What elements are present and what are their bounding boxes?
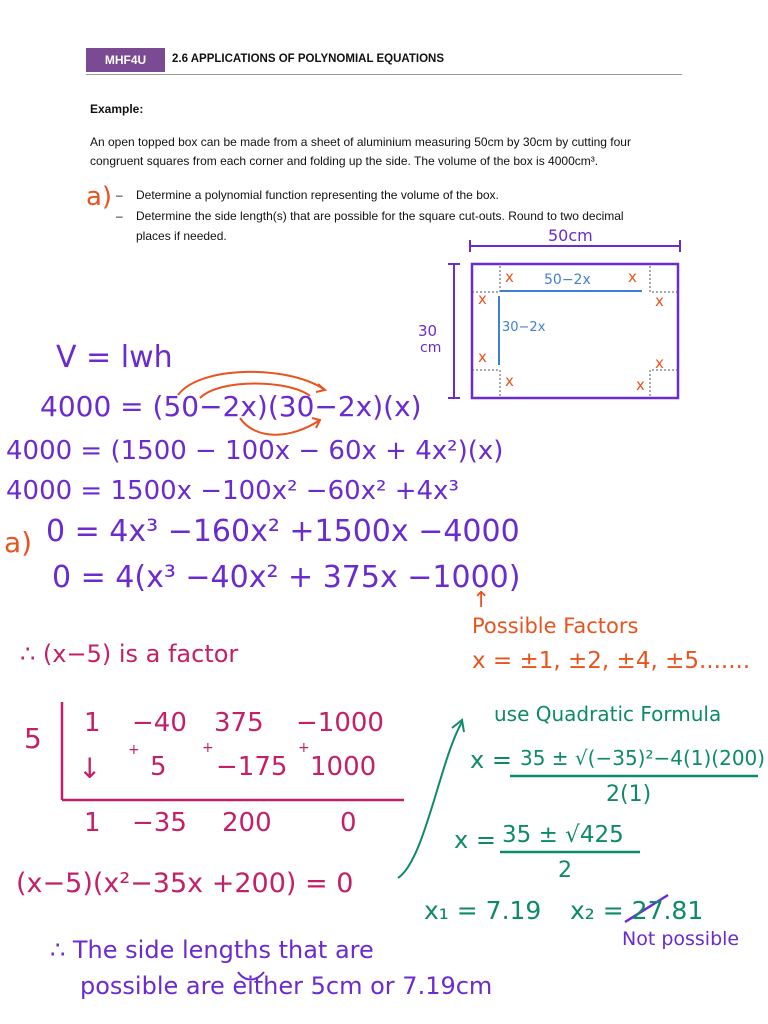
bullet-2-line-1: Determine the side length(s) that are possible for the square cut-outs. Round to two decimal xyxy=(136,209,624,223)
synth-r2-c1: ↓ xyxy=(78,752,102,785)
work-line-2: 4000 = (50−2x)(30−2x)(x) xyxy=(40,390,422,423)
corner-x-tr-1: x xyxy=(628,268,637,286)
work-line-6: 0 = 4(x³ −40x² + 375x −1000) xyxy=(52,560,521,595)
synth-r2-c4: 1000 xyxy=(310,752,377,782)
qf-lhs: x = xyxy=(470,746,512,774)
page-title: 2.6 APPLICATIONS OF POLYNOMIAL EQUATIONS xyxy=(172,53,444,65)
example-heading: Example: xyxy=(90,102,144,116)
bullet-2-line-2: places if needed. xyxy=(136,229,227,243)
bullet-dash-2: – xyxy=(116,209,123,223)
corner-x-tl-1: x xyxy=(505,268,514,286)
synth-r3-c1: 1 xyxy=(84,808,101,838)
side-inner-label: 30−2x xyxy=(502,320,546,335)
root-x2: x₂ = 27.81 xyxy=(570,896,704,925)
height-label-top: 30 xyxy=(418,322,438,340)
synth-r1-c3: 375 xyxy=(214,708,264,738)
factored-equation: (x−5)(x²−35x +200) = 0 xyxy=(16,868,354,899)
work-line-3: 4000 = (1500 − 100x − 60x + 4x²)(x) xyxy=(6,436,504,466)
width-label: 50cm xyxy=(548,226,593,245)
root-x1: x₁ = 7.19 xyxy=(424,896,542,925)
synth-r1-c1: 1 xyxy=(84,708,101,738)
synth-r2-c3: −175 xyxy=(216,752,288,782)
synth-divisor: 5 xyxy=(24,722,42,755)
volume-formula: V = lwh xyxy=(56,340,173,375)
synth-plus-1: + xyxy=(128,742,140,758)
synth-plus-2: + xyxy=(202,740,214,756)
qf2-denominator: 2 xyxy=(558,858,572,883)
corner-x-tr-2: x xyxy=(655,292,664,310)
bullet-dash-1: – xyxy=(116,188,123,202)
problem-line-2: congruent squares from each corner and folding up the side. The volume of the box is 4000cm³. xyxy=(90,154,599,168)
conclusion-line-2: possible are either 5cm or 7.19cm xyxy=(80,972,493,1000)
corner-x-br-1: x xyxy=(655,354,664,372)
corner-x-bl-1: x xyxy=(478,348,487,366)
qf2-numerator: 35 ± √425 xyxy=(502,822,624,848)
synth-r3-c3: 200 xyxy=(222,808,272,838)
qf-denominator: 2(1) xyxy=(606,782,652,807)
possible-factors-heading: Possible Factors xyxy=(472,614,639,638)
possible-factors-list: x = ±1, ±2, ±4, ±5....... xyxy=(472,648,751,674)
qf-numerator: 35 ± √(−35)²−4(1)(200) xyxy=(520,746,766,770)
bullet-1: Determine a polynomial function representing the volume of the box. xyxy=(136,188,499,202)
work-line-4: 4000 = 1500x −100x² −60x² +4x³ xyxy=(6,476,459,506)
factor-statement: ∴ (x−5) is a factor xyxy=(20,640,239,668)
course-code-badge: MHF4U xyxy=(86,48,165,72)
corner-x-br-2: x xyxy=(636,376,645,394)
quadratic-heading: use Quadratic Formula xyxy=(494,702,722,726)
arrow-up: ↑ xyxy=(472,588,491,613)
synth-r3-c2: −35 xyxy=(132,808,187,838)
part-a-label: a) xyxy=(86,182,113,212)
top-inner-label: 50−2x xyxy=(544,272,591,288)
synth-r1-c4: −1000 xyxy=(296,708,384,738)
qf2-lhs: x = xyxy=(454,826,496,854)
problem-line-1: An open topped box can be made from a sheet of aluminium measuring 50cm by 30cm by cutting four xyxy=(90,135,631,149)
corner-x-bl-2: x xyxy=(505,372,514,390)
work-line-5: 0 = 4x³ −160x² +1500x −4000 xyxy=(46,514,520,549)
part-a-mark: a) xyxy=(4,526,33,559)
corner-x-tl-2: x xyxy=(478,290,487,308)
synth-plus-3: + xyxy=(298,740,310,756)
height-label-bottom: cm xyxy=(420,340,442,356)
conclusion-line-1: ∴ The side lengths that are xyxy=(50,936,374,964)
synth-r3-c4: 0 xyxy=(340,808,357,838)
synth-r1-c2: −40 xyxy=(132,708,187,738)
synth-r2-c2: 5 xyxy=(150,752,167,782)
not-possible-note: Not possible xyxy=(622,928,740,950)
